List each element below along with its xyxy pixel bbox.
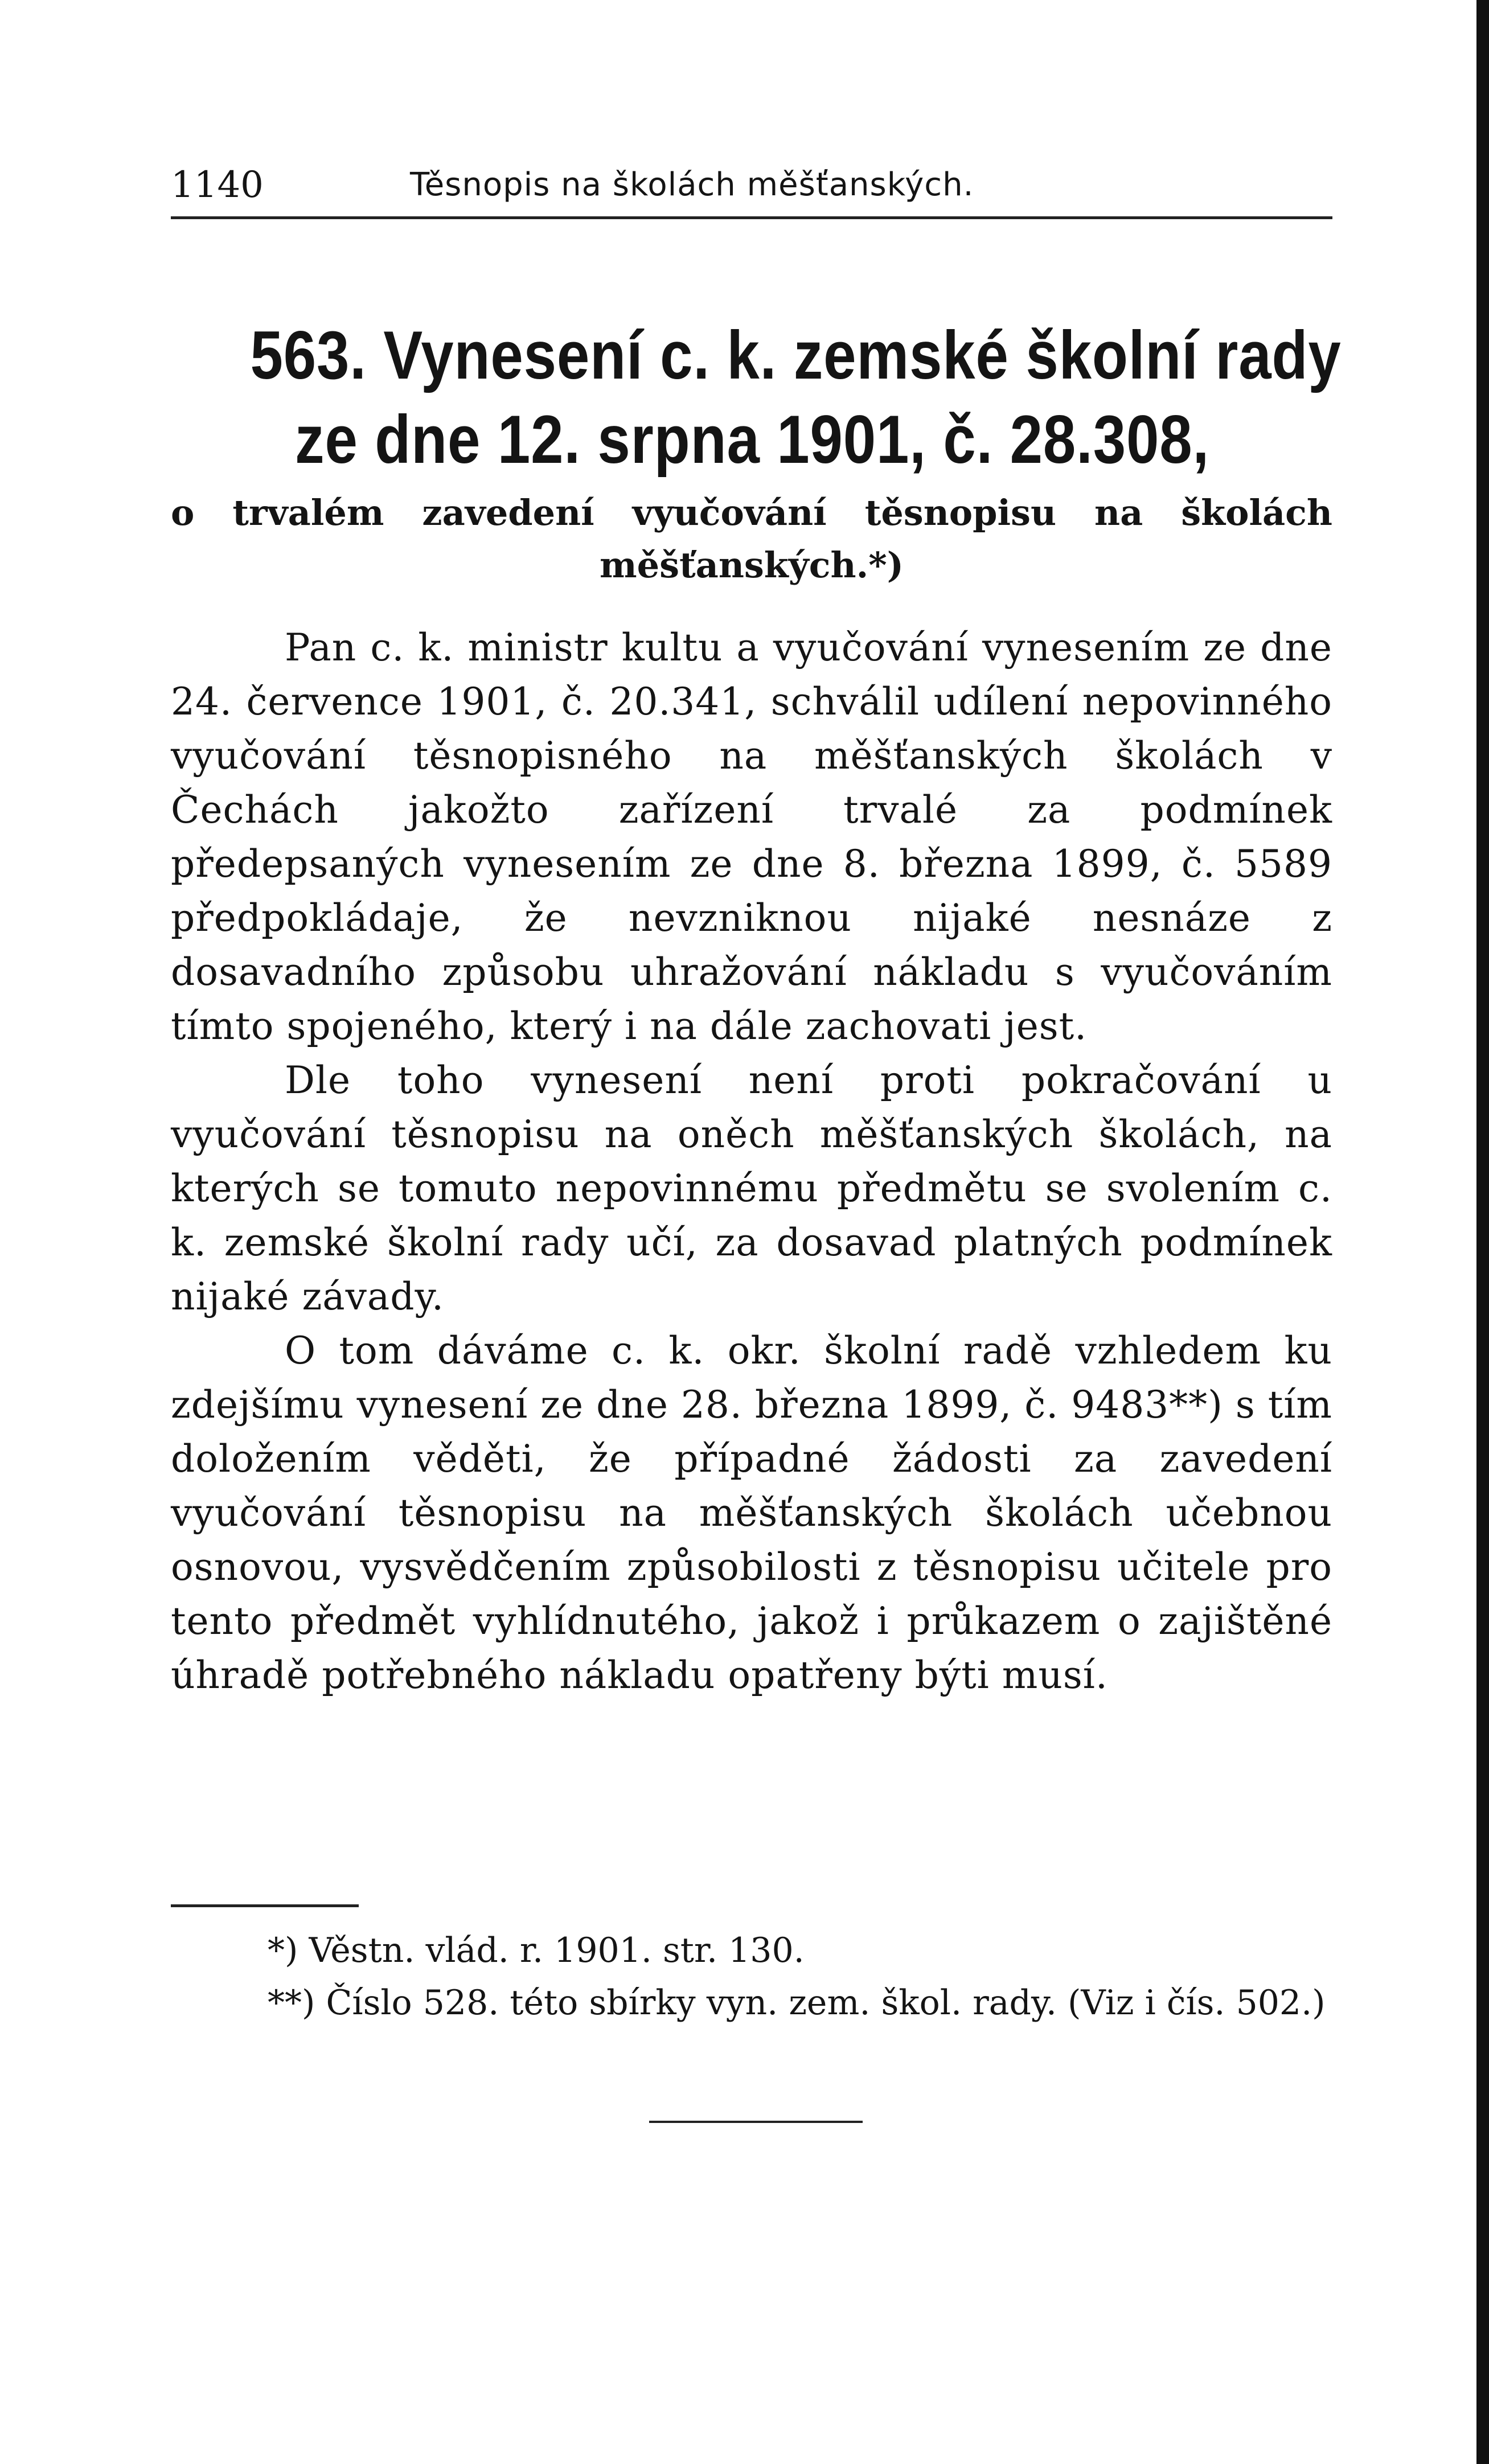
paragraph-3: O tom dáváme c. k. okr. školní radě vzhledem ku zdejšímu vynesení ze dne 28. března 1899, č. 9483**) s tím doložením věděti, že případné žádosti za zavedení vyučování těsnopisu na měšťanských školách učebnou osnovou, vysvědčením způsobilosti z těsnopisu učitele pro tento předmět vyhlídnutého, jakož i průkazem o zajištěné úhradě potřebného nákladu opatřeny býti musí. (171, 1329, 1332, 1697)
paragraph-2: Dle toho vynesení není proti pokračování u vyučování těsnopisu na oněch měšťanských školách, na kterých se tomuto nepovinnému předmětu se svolením c. k. zemské školní rady učí, za dosavad platných podmínek nijaké závady. (171, 1058, 1332, 1319)
footnote-1: *) Věstn. vlád. r. 1901. str. 130. (268, 1931, 805, 1970)
header-rule (171, 216, 1332, 219)
document-subtitle: o trvalém zavedení vyučování těsnopisu na školách měšťanských.*) (171, 492, 1332, 586)
document-title (250, 313, 1342, 482)
page-number: 1140 (171, 164, 264, 206)
footnote-2: **) Číslo 528. této sbírky vyn. zem. škol. rady. (Viz i čís. 502.) (268, 1983, 1326, 2023)
paragraph-1: Pan c. k. ministr kultu a vyučování vynesením ze dne 24. července 1901, č. 20.341, schválil udílení nepovinného vyučování těsnopisného na měšťanských školách v Čechách jakožto zařízení trvalé za podmínek předepsaných vynesením ze dne 8. března 1899, č. 5589 předpokládaje, že nevzniknou nijaké nesnáze z dosavadního způsobu uhražování nákladu s vyučováním tímto spojeného, který i na dále zachovati jest. (171, 626, 1332, 1048)
footnote-rule (171, 1904, 359, 1907)
title-line-1: 563. Vynesení c. k. zemské školní rady (250, 317, 1342, 393)
footnotes (171, 1924, 1332, 2029)
body-text (171, 621, 1332, 1702)
running-head (171, 159, 1332, 211)
page-edge (1476, 0, 1489, 2464)
running-title: Těsnopis na školách měšťanských. (410, 166, 974, 203)
title-line-2: ze dne 12. srpna 1901, č. 28.308, (294, 401, 1209, 478)
end-rule (649, 2121, 863, 2123)
